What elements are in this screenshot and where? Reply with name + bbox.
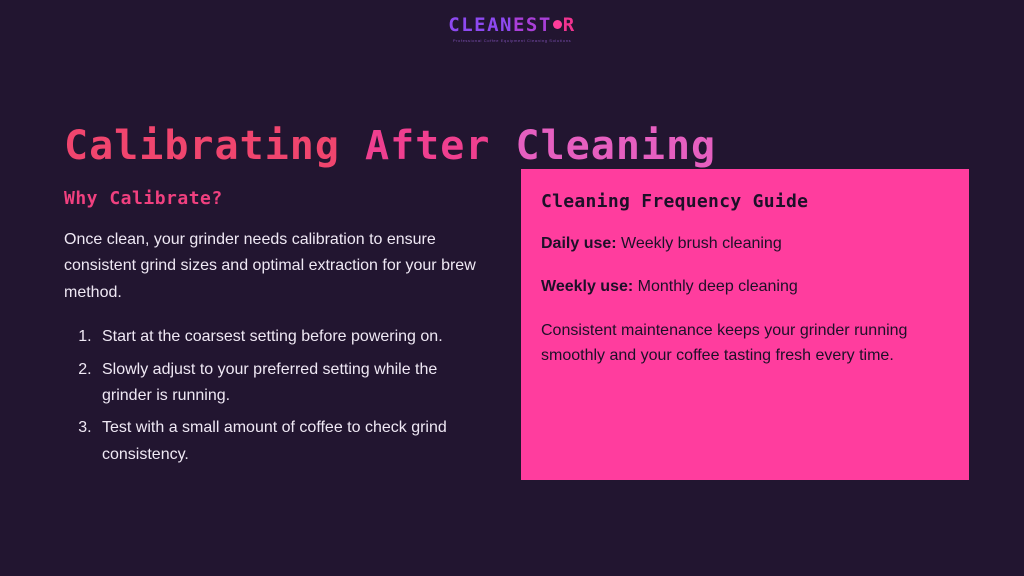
list-item: 2. Slowly adjust to your preferred setting while the grinder is running. [96, 357, 484, 410]
left-content-column [64, 188, 484, 474]
card-row-daily-value: Weekly brush cleaning [616, 235, 782, 252]
logo-dot-icon [553, 20, 562, 29]
card-note: Consistent maintenance keeps your grinder running smoothly and your coffee tasting fresh every time. [541, 321, 908, 365]
page-title [64, 123, 716, 169]
logo-wordmark [0, 16, 1024, 35]
list-item: 1. Start at the coarsest setting before powering on. [96, 324, 484, 350]
page-title-word-3: Cleaning [515, 122, 717, 169]
logo-tagline: Professional Coffee Equipment Cleaning Solutions [452, 38, 572, 43]
intro-paragraph: Once clean, your grinder needs calibration to ensure consistent grind sizes and optimal extraction for your brew method. [64, 231, 476, 301]
page-title-word-1: Calibrating [64, 122, 365, 169]
logo-part-1: CLEAN [448, 14, 513, 36]
card-row-weekly-label: Weekly use: [541, 277, 634, 295]
section-subheading: Why Calibrate? [64, 188, 223, 209]
page-title-word-2: After [364, 122, 516, 169]
list-item: 3. Test with a small amount of coffee to check grind consistency. [96, 415, 484, 468]
card-row-daily [541, 232, 949, 257]
card-row-daily-label: Daily use: [541, 235, 617, 252]
logo-part-3: R [562, 14, 576, 36]
card-row-weekly-value: Monthly deep cleaning [633, 277, 798, 295]
steps-list [64, 324, 484, 468]
card-title: Cleaning Frequency Guide [541, 191, 809, 212]
logo-part-2: EST [512, 14, 552, 36]
brand-logo [0, 16, 1024, 43]
card-row-weekly [541, 275, 949, 300]
cleaning-frequency-card [521, 169, 969, 480]
